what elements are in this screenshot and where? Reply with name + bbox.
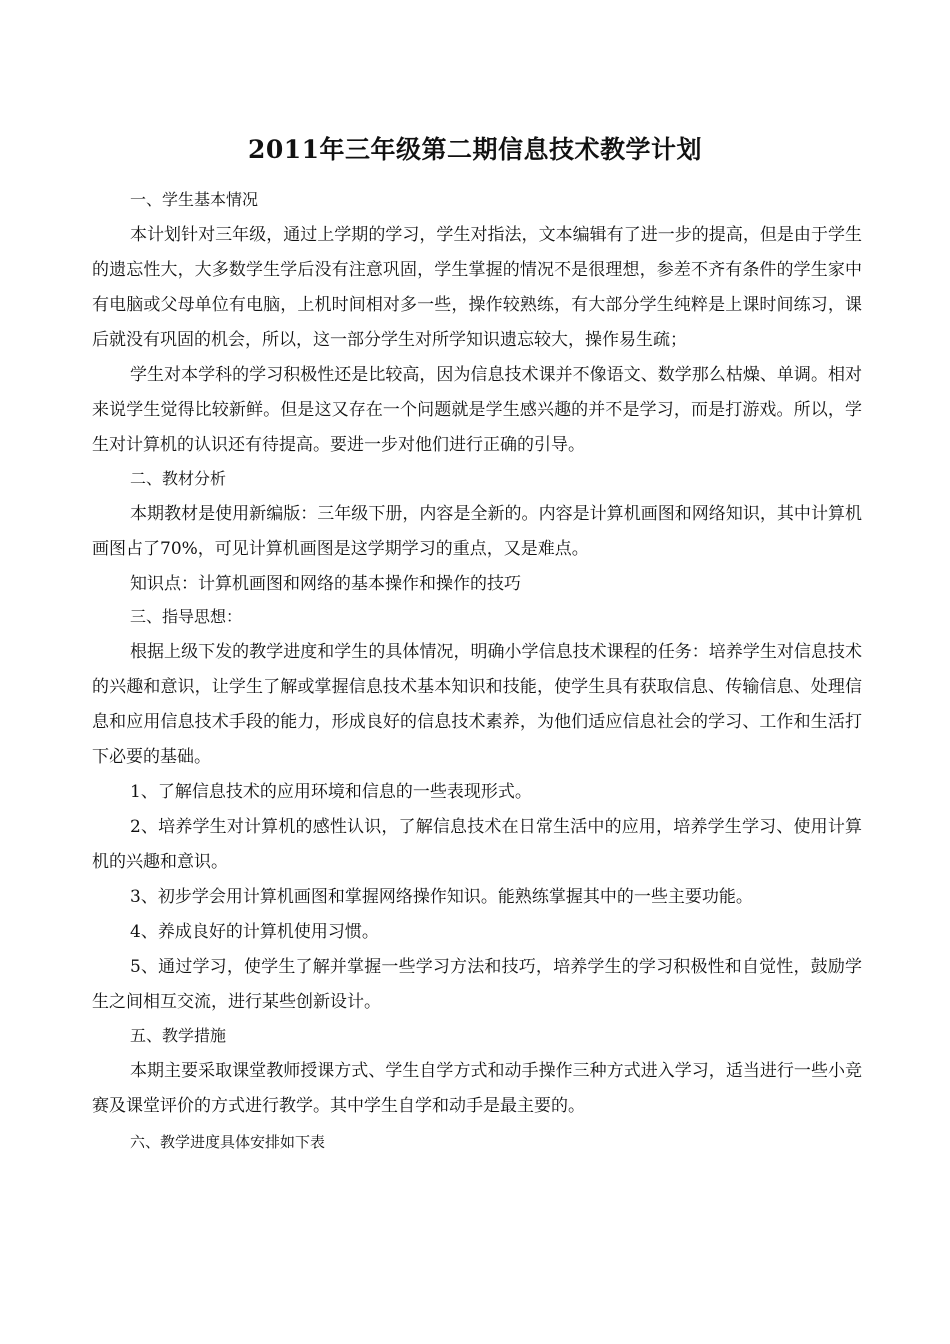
- list-item-goal-3: 3、初步学会用计算机画图和掌握网络操作知识。能熟练掌握其中的一些主要功能。: [130, 887, 753, 907]
- paragraph-guiding-ideas: 根据上级下发的教学进度和学生的具体情况，明确小学信息技术课程的任务：培养学生对信息技术的兴趣和意识，让学生了解或掌握信息技术基本知识和技能，使学生具有获取信息、传输信息、处理信息和应用信息技术手段的能力，形成良好的信息技术素养，为他们适应信息社会的学习、工作和生活打下必要的基础。: [92, 642, 862, 767]
- paragraph-student-situation-1: 本计划针对三年级，通过上学期的学习，学生对指法，文本编辑有了进一步的提高，但是由于学生的遗忘性大，大多数学生学后没有注意巩固，学生掌握的情况不是很理想，参差不齐有条件的学生家中有电脑或父母单位有电脑，上机时间相对多一些，操作较熟练，有大部分学生纯粹是上课时间练习，课后就没有巩固的机会，所以，这一部分学生对所学知识遗忘较大，操作易生疏；: [92, 225, 862, 350]
- paragraph-knowledge-points: 知识点：计算机画图和网络的基本操作和操作的技巧: [130, 574, 521, 594]
- paragraph-student-situation-2: 学生对本学科的学习积极性还是比较高，因为信息技术课并不像语文、数学那么枯燥、单调。相对来说学生觉得比较新鲜。但是这又存在一个问题就是学生感兴趣的并不是学习，而是打游戏。所以，学生对计算机的认识还有待提高。要进一步对他们进行正确的引导。: [92, 365, 862, 455]
- section-heading-teaching-schedule: 六、教学进度具体安排如下表: [130, 1133, 326, 1151]
- paragraph-textbook-analysis: 本期教材是使用新编版：三年级下册，内容是全新的。内容是计算机画图和网络知识，其中计算机画图占了70%，可见计算机画图是这学期学习的重点，又是难点。: [92, 504, 862, 559]
- section-heading-student-situation: 一、学生基本情况: [130, 190, 259, 209]
- page-title: 2011年三年级第二期信息技术教学计划: [247, 135, 703, 164]
- paragraph-teaching-measures: 本期主要采取课堂教师授课方式、学生自学方式和动手操作三种方式进入学习，适当进行一些小竞赛及课堂评价的方式进行教学。其中学生自学和动手是最主要的。: [92, 1061, 862, 1116]
- section-heading-textbook-analysis: 二、教材分析: [130, 469, 227, 488]
- list-item-goal-4: 4、养成良好的计算机使用习惯。: [130, 922, 379, 942]
- list-item-goal-5: 5、通过学习，使学生了解并掌握一些学习方法和技巧，培养学生的学习积极性和自觉性，鼓励学生之间相互交流，进行某些创新设计。: [92, 957, 862, 1012]
- list-item-goal-1: 1、了解信息技术的应用环境和信息的一些表现形式。: [130, 782, 532, 802]
- section-heading-guiding-ideas: 三、指导思想：: [130, 607, 243, 626]
- section-heading-teaching-measures: 五、教学措施: [130, 1026, 227, 1045]
- list-item-goal-2: 2、培养学生对计算机的感性认识，了解信息技术在日常生活中的应用，培养学生学习、使用计算机的兴趣和意识。: [92, 817, 862, 872]
- document-body: [92, 184, 862, 1160]
